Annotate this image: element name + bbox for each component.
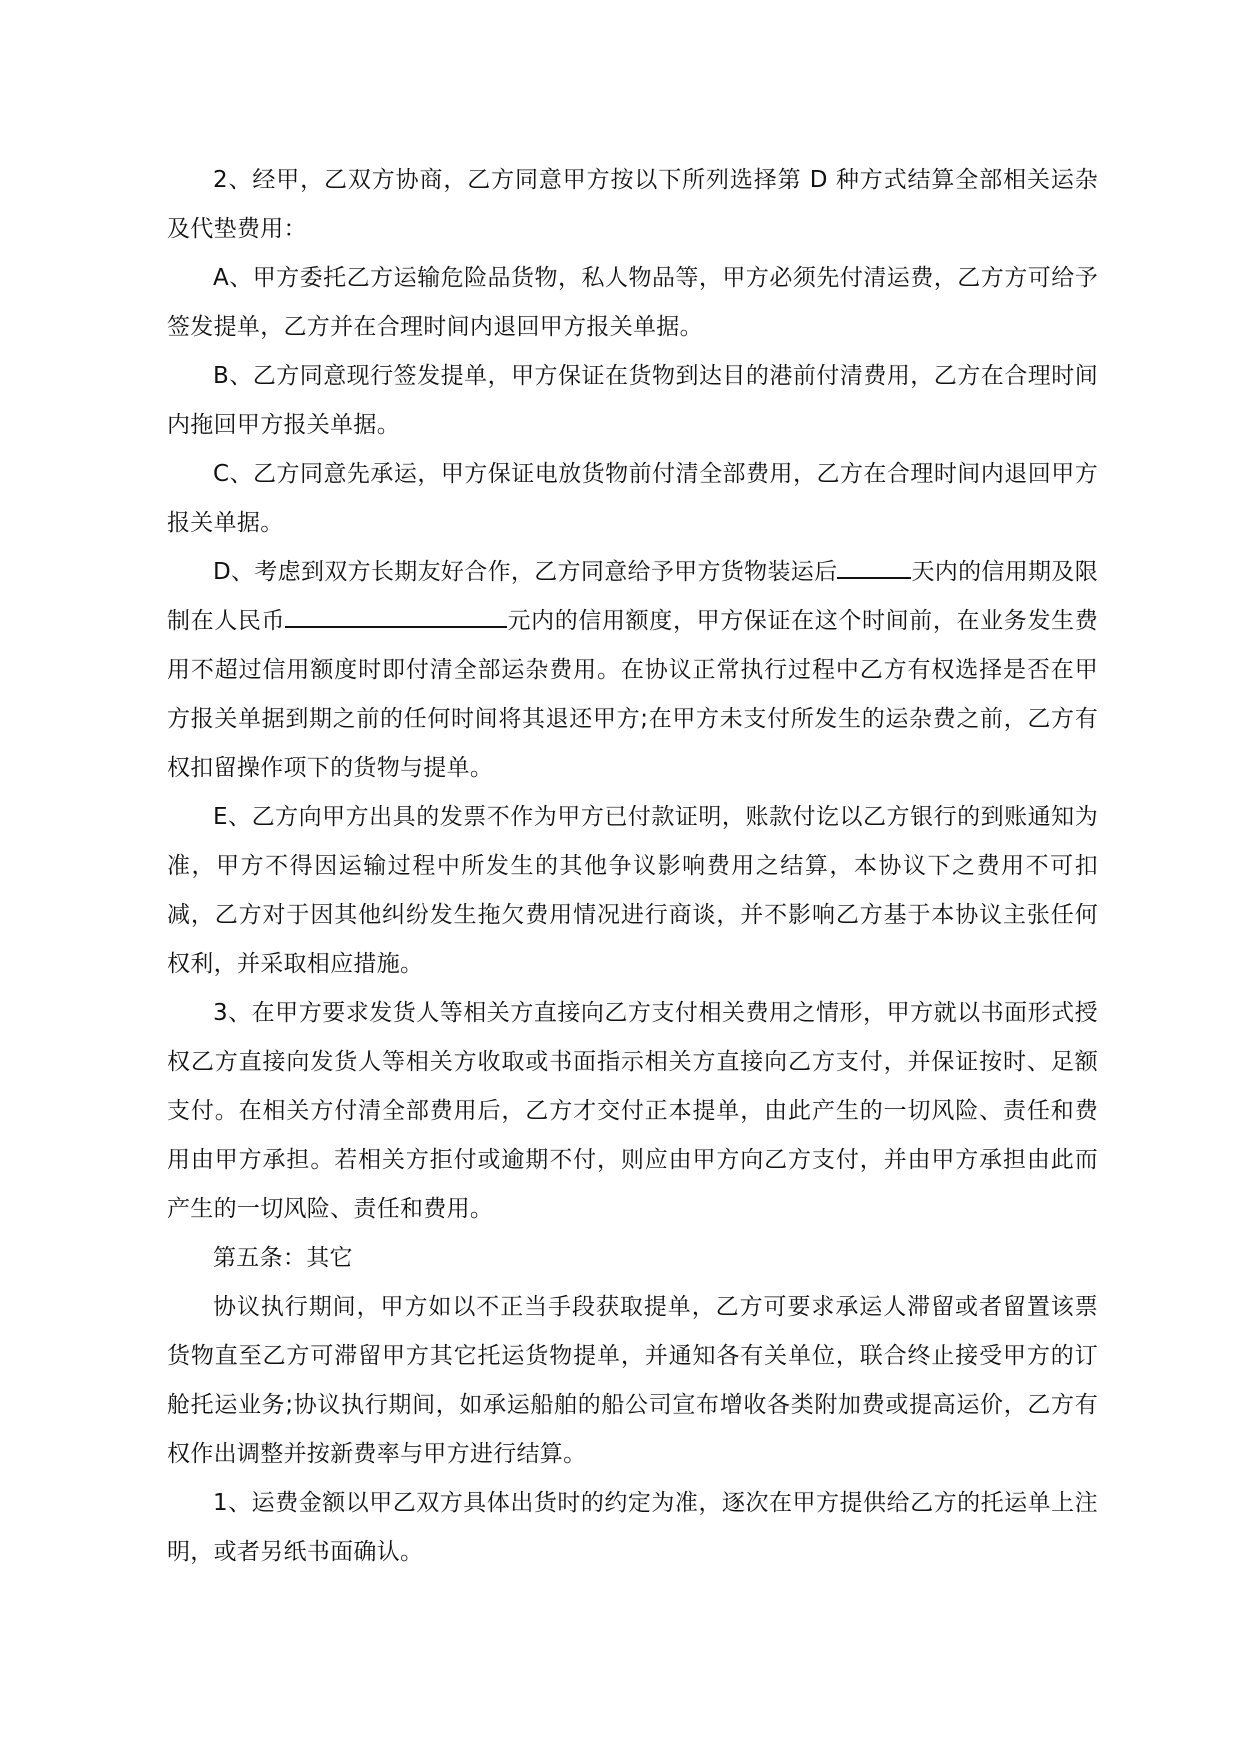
option-a: A、甲方委托乙方运输危险品货物，私人物品等，甲方必须先付清运费，乙方方可给予签发提单，乙方并在合理时间内退回甲方报关单据。: [167, 265, 1098, 340]
article-5-heading: 第五条：其它: [213, 1245, 353, 1271]
option-b: B、乙方同意现行签发提单，甲方保证在货物到达目的港前付清费用，乙方在合理时间内拖回甲方报关单据。: [167, 363, 1098, 438]
credit-days-blank: [837, 559, 911, 579]
clause-1-freight: 1、运费金额以甲乙双方具体出货时的约定为准，逐次在甲方提供给乙方的托运单上注明，或者另纸书面确认。: [167, 1490, 1098, 1565]
option-e: E、乙方向甲方出具的发票不作为甲方已付款证明，账款付讫以乙方银行的到账通知为准，甲方不得因运输过程中所发生的其他争议影响费用之结算，本协议下之费用不可扣减，乙方对于因其他纠纷发生拖欠费用情况进行商谈，并不影响乙方基于本协议主张任何权利，并采取相应措施。: [167, 804, 1098, 977]
option-d-text-2: 天内的信用期及限制在人民币: [167, 559, 1099, 634]
option-d: [167, 548, 1098, 793]
article-5-body: 协议执行期间，甲方如以不正当手段获取提单，乙方可要求承运人滞留或者留置该票货物直至乙方可滞留甲方其它托运货物提单，并通知各有关单位，联合终止接受甲方的订舱托运业务;协议执行期间，如承运船舶的船公司宣布增收各类附加费或提高运价，乙方有权作出调整并按新费率与甲方进行结算。: [167, 1294, 1098, 1467]
clause-2-settlement: 2、经甲，乙双方协商，乙方同意甲方按以下所列选择第 D 种方式结算全部相关运杂及代垫费用：: [167, 167, 1098, 242]
document-body: [167, 156, 1098, 1577]
clause-3-payment: 3、在甲方要求发货人等相关方直接向乙方支付相关费用之情形，甲方就以书面形式授权乙方直接向发货人等相关方收取或书面指示相关方直接向乙方支付，并保证按时、足额支付。在相关方付清全部费用后，乙方才交付正本提单，由此产生的一切风险、责任和费用由甲方承担。若相关方拒付或逾期不付，则应由甲方向乙方支付，并由甲方承担由此而产生的一切风险、责任和费用。: [167, 1000, 1098, 1222]
option-c: C、乙方同意先承运，甲方保证电放货物前付清全部费用，乙方在合理时间内退回甲方报关单据。: [167, 461, 1098, 536]
option-d-text-1: D、考虑到双方长期友好合作，乙方同意给予甲方货物装运后: [213, 559, 838, 585]
credit-amount-blank: [285, 608, 507, 628]
option-d-text-3: 元内的信用额度，甲方保证在这个时间前，在业务发生费用不超过信用额度时即付清全部运杂费用。在协议正常执行过程中乙方有权选择是否在甲方报关单据到期之前的任何时间将其退还甲方;在甲方未支付所发生的运杂费之前，乙方有权扣留操作项下的货物与提单。: [167, 608, 1099, 781]
